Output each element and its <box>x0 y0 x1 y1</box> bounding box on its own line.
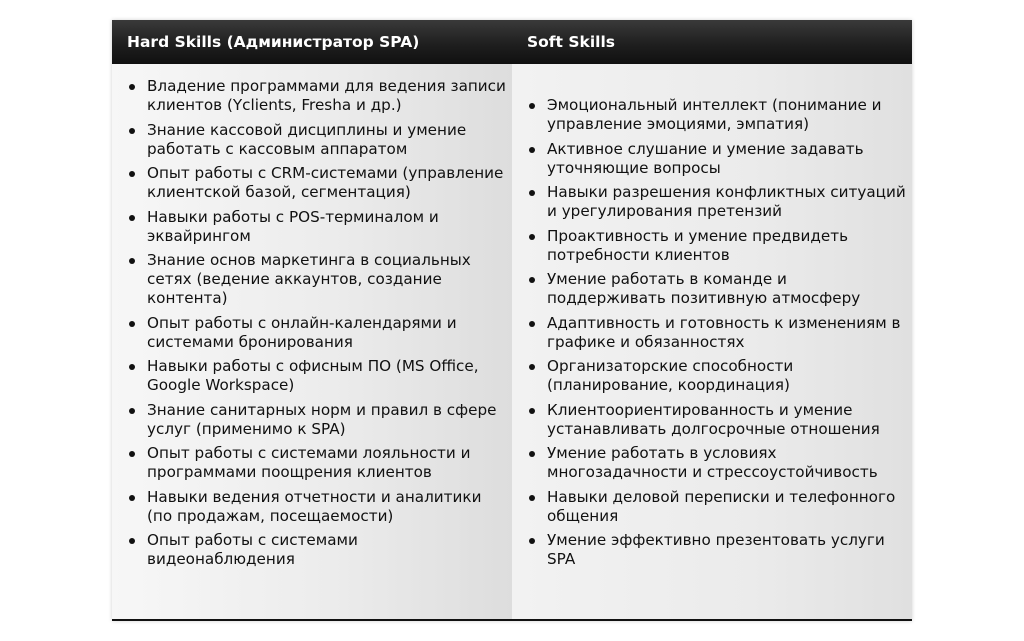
bullet-icon <box>129 321 135 327</box>
soft-skill-text: Умение работать в команде и поддерживать позитивную атмосферу <box>547 270 861 307</box>
soft-skill-item <box>527 488 907 526</box>
bullet-icon <box>129 364 135 370</box>
header-soft-skills: Soft Skills <box>527 33 615 51</box>
bullet-icon <box>129 84 135 90</box>
hard-skill-text: Опыт работы с системами лояльности и программами поощрения клиентов <box>147 444 471 481</box>
soft-skill-item <box>527 183 907 221</box>
soft-skill-text: Адаптивность и готовность к изменениям в графике и обязанностях <box>547 313 901 351</box>
bullet-icon <box>529 495 535 501</box>
hard-skill-text: Опыт работы с системами видеонаблюдения <box>147 531 358 568</box>
soft-skill-text: Активное слушание и умение задавать уточняющие вопросы <box>547 139 864 177</box>
hard-skill-text: Знание кассовой дисциплины и умение работать с кассовым аппаратом <box>147 120 467 158</box>
hard-skill-item <box>127 121 507 159</box>
hard-skill-text: Навыки работы с офисным ПО (MS Office, Google Workspace) <box>147 357 479 394</box>
bullet-icon <box>529 408 535 414</box>
bullet-icon <box>129 215 135 221</box>
bullet-icon <box>129 451 135 457</box>
bullet-icon <box>529 103 535 109</box>
soft-skills-list <box>527 96 907 575</box>
bullet-icon <box>529 451 535 457</box>
hard-skill-item <box>127 251 507 308</box>
hard-skill-item <box>127 357 507 395</box>
soft-skill-item <box>527 270 907 308</box>
hard-skill-text: Знание основ маркетинга в социальных сетях (ведение аккаунтов, создание контента) <box>147 251 471 307</box>
bullet-icon <box>129 408 135 414</box>
hard-skill-item <box>127 208 507 246</box>
bullet-icon <box>529 364 535 370</box>
soft-skill-item <box>527 227 907 265</box>
hard-skill-text: Опыт работы с CRM-системами (управление клиентской базой, сегментация) <box>147 164 504 201</box>
soft-skill-item <box>527 444 907 482</box>
bullet-icon <box>129 128 135 134</box>
soft-skill-text: Навыки деловой переписки и телефонного общения <box>547 487 896 525</box>
hard-skill-text: Навыки работы с POS-терминалом и эквайрингом <box>147 207 439 245</box>
skills-table <box>112 20 912 621</box>
bullet-icon <box>129 171 135 177</box>
hard-skill-item <box>127 164 507 202</box>
hard-skill-text: Знание санитарных норм и правил в сфере услуг (применимо к SPA) <box>147 400 497 438</box>
soft-skill-text: Навыки разрешения конфликтных ситуаций и урегулирования претензий <box>547 183 906 220</box>
soft-skill-item <box>527 531 907 569</box>
hard-skill-text: Навыки ведения отчетности и аналитики (по продажам, посещаемости) <box>147 487 482 525</box>
table-bottom-rule <box>112 619 912 621</box>
hard-skill-item <box>127 531 507 569</box>
bullet-icon <box>129 258 135 264</box>
soft-skill-item <box>527 314 907 352</box>
bullet-icon <box>529 277 535 283</box>
soft-skill-item <box>527 401 907 439</box>
table-header <box>112 20 912 64</box>
bullet-icon <box>529 321 535 327</box>
soft-skill-item <box>527 140 907 178</box>
soft-skill-item <box>527 357 907 395</box>
header-hard-skills: Hard Skills (Администратор SPA) <box>127 33 420 51</box>
bullet-icon <box>129 495 135 501</box>
soft-skill-text: Умение эффективно презентовать услуги SPA <box>547 531 885 568</box>
soft-skill-text: Эмоциональный интеллект (понимание и управление эмоциями, эмпатия) <box>547 96 882 133</box>
soft-skill-text: Умение работать в условиях многозадачности и стрессоустойчивость <box>547 444 878 481</box>
hard-skill-item <box>127 488 507 526</box>
bullet-icon <box>529 147 535 153</box>
hard-skill-text: Опыт работы с онлайн-календарями и системами бронирования <box>147 313 457 351</box>
soft-skill-text: Клиентоориентированность и умение устанавливать долгосрочные отношения <box>547 400 880 438</box>
bullet-icon <box>129 538 135 544</box>
hard-skill-item <box>127 77 507 115</box>
bullet-icon <box>529 234 535 240</box>
soft-skill-text: Организаторские способности (планирование, координация) <box>547 357 794 394</box>
soft-skills-column <box>512 64 912 619</box>
hard-skills-column <box>112 64 512 619</box>
bullet-icon <box>529 190 535 196</box>
hard-skill-text: Владение программами для ведения записи клиентов (Yclients, Fresha и др.) <box>147 77 506 114</box>
hard-skill-item <box>127 314 507 352</box>
soft-skill-text: Проактивность и умение предвидеть потребности клиентов <box>547 226 849 264</box>
hard-skills-list <box>127 77 507 575</box>
hard-skill-item <box>127 401 507 439</box>
hard-skill-item <box>127 444 507 482</box>
soft-skill-item <box>527 96 907 134</box>
bullet-icon <box>529 538 535 544</box>
